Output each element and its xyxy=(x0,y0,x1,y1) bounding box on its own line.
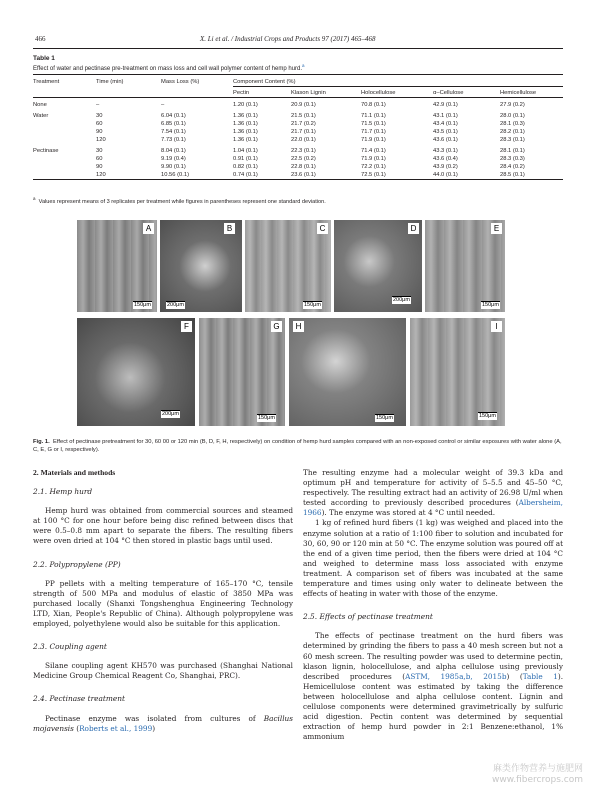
col-treatment: Treatment xyxy=(33,75,96,87)
micrograph-panel-h xyxy=(289,318,406,426)
table-label: Table 1 xyxy=(33,55,55,62)
paragraph: The resulting enzyme had a molecular weight of 39.3 kDa and optimum pH and temperature for activity of 5–5.5 and 45–50 °C, respectively. The resulting extract had an activity of 26.98 U/ml when tested according to previously described procedures (Albersheim, 1966). The enzyme was stored at 4 °C until needed. xyxy=(303,468,563,518)
panel-label: D xyxy=(408,223,419,234)
watermark: 麻类作物营养与施肥网 www.fibercrops.com xyxy=(492,764,583,785)
table-link[interactable]: Table 1 xyxy=(522,671,558,681)
paragraph: Pectinase enzyme was isolated from cultures of Bacillus mojavensis (Roberts et al., 1999) xyxy=(33,713,293,733)
micrograph-panel-i xyxy=(410,318,505,426)
table-row: Pectinase 30 8.04 (0.1) 1.04 (0.1) 22.3 (0.1) 71.4 (0.1) 43.3 (0.1) 28.1 (0.1) xyxy=(33,148,525,154)
scale-bar: 150μm xyxy=(134,302,151,308)
scale-bar: 200μm xyxy=(162,411,179,417)
table-row: None – – 1.20 (0.1) 20.9 (0.1) 70.8 (0.1) 42.9 (0.1) 27.9 (0.2) xyxy=(33,102,525,108)
running-title: X. Li et al. / Industrial Crops and Products 97 (2017) 465–468 xyxy=(200,35,376,43)
scale-bar: 150μm xyxy=(482,302,499,308)
left-column xyxy=(33,468,293,734)
page-number: 466 xyxy=(35,35,46,43)
panel-label: E xyxy=(491,223,502,234)
micrograph-panel-g xyxy=(199,318,285,426)
right-column xyxy=(303,468,563,742)
subsection-title: 2.1. Hemp hurd xyxy=(33,487,93,497)
panel-label: F xyxy=(181,321,192,332)
scale-bar: 150μm xyxy=(304,302,321,308)
table-row: 90 7.54 (0.1) 1.36 (0.1) 21.7 (0.1) 71.7 (0.1) 43.5 (0.1) 28.2 (0.1) xyxy=(96,129,525,135)
scale-bar: 200μm xyxy=(167,302,184,308)
section-title: 2. Materials and methods xyxy=(33,468,116,477)
col-component-content: Component Content (%) xyxy=(233,75,563,87)
micrograph-panel-e xyxy=(425,220,505,312)
table-row: Water 30 6.04 (0.1) 1.36 (0.1) 21.5 (0.1) 71.1 (0.1) 43.1 (0.1) 28.0 (0.1) xyxy=(33,113,525,119)
paragraph: Hemp hurd was obtained from commercial sources and steamed at 100 °C for one hour before being disc refined between discs that were 0.5–0.8 mm apart to separate the fibers. The resulting fibers were oven dried at 104 °C then stored in plastic bags until used. xyxy=(33,506,293,546)
table-subheader-row xyxy=(33,87,563,98)
col-time: Time (min) xyxy=(96,75,161,87)
micrograph-panel-a xyxy=(77,220,157,312)
scale-bar: 150μm xyxy=(479,413,496,419)
data-table xyxy=(33,74,563,180)
micrograph-panel-d xyxy=(334,220,422,312)
panel-label: G xyxy=(271,321,282,332)
subsection-title: 2.4. Pectinase treatment xyxy=(33,694,125,704)
col-alpha-cellulose: α–Cellulose xyxy=(433,87,500,98)
table-footnote: $^a$ Values represent means of 3 replicates per treatment while figures in parentheses represent one standard deviation. xyxy=(33,196,326,205)
scale-bar: 150μm xyxy=(376,415,393,421)
col-pectin: Pectin xyxy=(233,87,291,98)
citation-link[interactable]: Albersheim, 1966 xyxy=(303,498,563,518)
figure-caption: Fig. 1. Effect of pectinase pretreatment for 30, 60 00 or 120 min (B, D, F, H, respectively) on condition of hemp hurd samples compared with an non-exposed control or similar exposures with water alone (A, C, E, G or I, respectively). xyxy=(33,439,562,453)
panel-label: I xyxy=(491,321,502,332)
col-holocellulose: Holocellulose xyxy=(361,87,433,98)
paragraph: 1 kg of refined hurd fibers (1 kg) was weighed and placed into the enzyme solution at a ratio of 1:100 fiber to solution and incubated for 30, 60, 90 or 120 min at 50 °C. The enzyme solution was poured off at the end of a given time period, then the fibers were dried at 104 °C and weighed to determine mass loss associated with enzyme treatment. A comparison set of fibers was incubated at the same temperature and times using only water to delineate between the effects of heating in water with those of the enzyme. xyxy=(303,518,563,599)
subsection-title: 2.3. Coupling agent xyxy=(33,642,107,652)
table-row: 60 9.19 (0.4) 0.91 (0.1) 22.5 (0.2) 71.9 (0.1) 43.6 (0.4) 28.3 (0.3) xyxy=(96,156,525,162)
table-row: 120 10.56 (0.1) 0.74 (0.1) 23.6 (0.1) 72.5 (0.1) 44.0 (0.1) 28.5 (0.1) xyxy=(33,171,563,180)
panel-label: H xyxy=(293,321,304,332)
subsection-title: 2.2. Polypropylene (PP) xyxy=(33,559,121,569)
micrograph-panel-c xyxy=(245,220,331,312)
citation-link[interactable]: Roberts et al., 1999 xyxy=(79,723,153,733)
subsection-title: 2.5. Effects of pectinase treatment xyxy=(303,612,433,622)
col-klason: Klason Lignin xyxy=(291,87,361,98)
table-row: 60 6.85 (0.1) 1.36 (0.1) 21.7 (0.2) 71.5 (0.1) 43.4 (0.1) 28.1 (0.3) xyxy=(96,121,525,127)
micrograph-panel-f xyxy=(77,318,195,426)
paragraph: Silane coupling agent KH570 was purchased (Shanghai National Medicine Group Chemical Reagent Co, Shanghai, PRC). xyxy=(33,661,293,681)
paragraph: The effects of pectinase treatment on the hurd fibers was determined by grinding the fibers to pass a 40 mesh screen but not a 60 mesh screen. The resulting powder was used to determine pectin, klason lignin, holocellulose, and alpha cellulose using previously described procedures (ASTM, 1985a,b, 2015b) (Table 1). Hemicellulose content was estimated by taking the difference between holocellulose and alpha cellulose content. Lignin and cellulose components were determined gravimetrically by sulfuric acid digestion. Pectin content was determined by sequential extraction of hemp hurd powder in 2:1 Benzene:ethanol, 1% ammonium xyxy=(303,631,564,742)
panel-label: B xyxy=(224,223,235,234)
scale-bar: 150μm xyxy=(258,415,275,421)
col-mass-loss: Mass Loss (%) xyxy=(161,75,233,87)
table-header-row xyxy=(33,75,563,87)
header-rule xyxy=(33,48,563,49)
citation-link[interactable]: ASTM, 1985a,b, 2015b xyxy=(405,671,507,681)
panel-label: C xyxy=(317,223,328,234)
table-caption: Effect of water and pectinase pre-treatment on mass loss and cell wall polymer content of hemp hurd.$^a$ xyxy=(33,63,305,72)
table-row: 120 7.73 (0.1) 1.36 (0.1) 22.0 (0.1) 71.9 (0.1) 43.6 (0.1) 28.3 (0.1) xyxy=(96,137,525,143)
panel-label: A xyxy=(143,223,154,234)
micrograph-panel-b xyxy=(160,220,242,312)
paragraph: PP pellets with a melting temperature of 165–170 °C, tensile strength of 500 MPa and modulus of elastic of 3850 MPa was purchased locally (Shanxi Tongshenghua Engineering Technology LTD, Xian, People's Republic of China). Although polypropylene was employed, polyethylene would also be suitable for this application. xyxy=(33,578,293,629)
scale-bar: 200μm xyxy=(393,297,410,303)
table-row: 90 9.90 (0.1) 0.82 (0.1) 22.8 (0.1) 72.2 (0.1) 43.9 (0.2) 28.4 (0.2) xyxy=(96,164,525,170)
col-hemicellulose: Hemicellulose xyxy=(500,87,563,98)
